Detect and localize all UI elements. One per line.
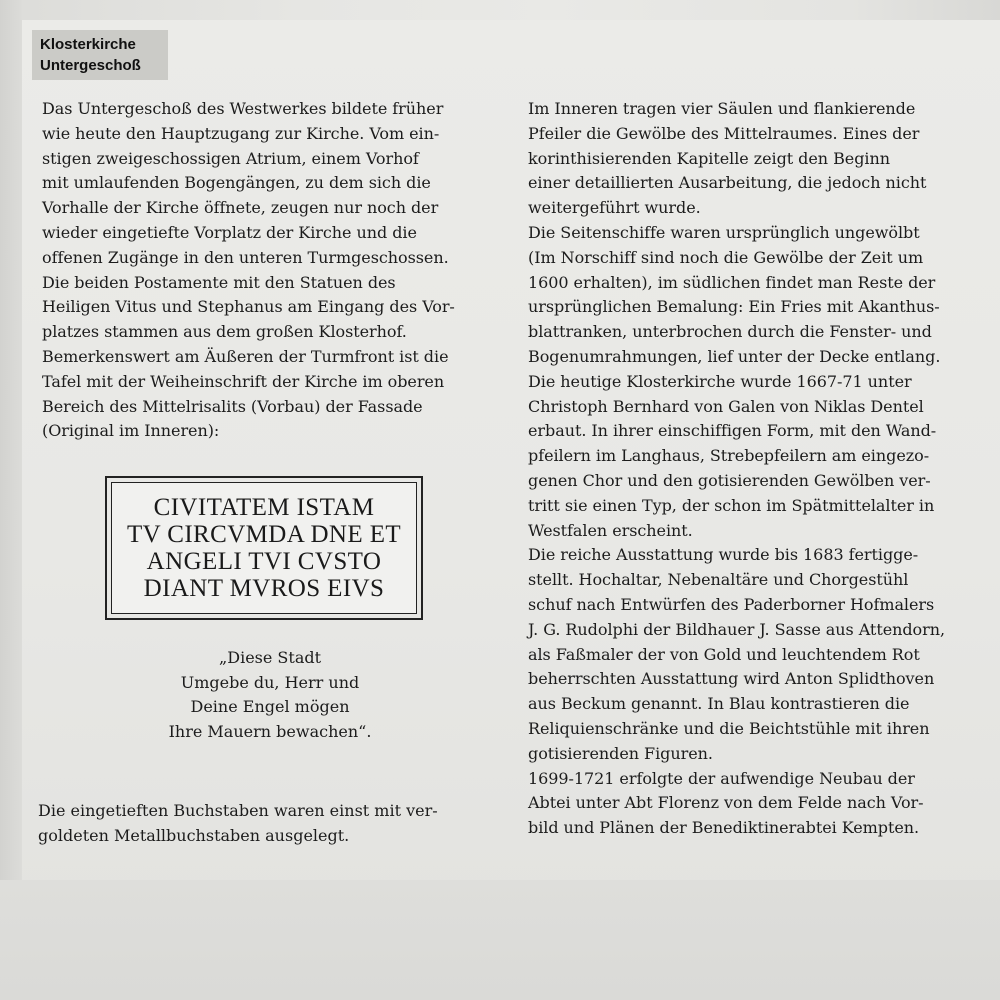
- heading-line-2: Untergeschoß: [40, 57, 141, 74]
- text-line: schuf nach Entwürfen des Paderborner Hofmalers: [528, 594, 935, 614]
- text-line: einer detaillierten Ausarbeitung, die jedoch nicht: [528, 173, 927, 193]
- text-line: Vorhalle der Kirche öffnete, zeugen nur noch der: [42, 198, 439, 218]
- text-line: Abtei unter Abt Florenz von dem Felde nach Vor-: [528, 793, 924, 813]
- text-line: Bemerkenswert am Äußeren der Turmfront ist die: [42, 346, 449, 366]
- text-line: Die reiche Ausstattung wurde bis 1683 fertigge-: [528, 545, 919, 565]
- text-line: Die heutige Klosterkirche wurde 1667-71 unter: [528, 371, 912, 391]
- text-line: 1600 erhalten), im südlichen findet man Reste der: [528, 272, 936, 292]
- inscription-line: DIANT MVROS EIVS: [143, 575, 385, 602]
- text-line: als Faßmaler der von Gold und leuchtendem Rot: [528, 644, 920, 664]
- inscription-line: CIVITATEM ISTAM: [153, 494, 375, 521]
- text-line: platzes stammen aus dem großen Klosterhof.: [42, 322, 407, 342]
- text-line: Das Untergeschoß des Westwerkes bildete früher: [42, 99, 444, 118]
- inscription-line: TV CIRCVMDA DNE ET: [126, 521, 402, 548]
- left-column-text: [42, 97, 455, 444]
- text-line: aus Beckum genannt. In Blau kontrastieren die: [528, 694, 910, 714]
- section-heading: [32, 30, 168, 80]
- text-line: Im Inneren tragen vier Säulen und flankierende: [528, 99, 916, 118]
- text-line: ursprünglichen Bemalung: Ein Fries mit Akanthus-: [528, 297, 940, 317]
- board-bottom-margin: [0, 880, 1000, 1000]
- board-edge-shadow: [0, 0, 22, 1000]
- text-line: stigen zweigeschossigen Atrium, einem Vorhof: [42, 148, 419, 168]
- text-line: erbaut. In ihrer einschiffigen Form, mit den Wand-: [528, 421, 937, 441]
- text-line: Bogenumrahmungen, lief unter der Decke entlang.: [528, 346, 941, 366]
- text-line: J. G. Rudolphi der Bildhauer J. Sasse aus Attendorn,: [528, 619, 946, 639]
- text-line: 1699-1721 erfolgte der aufwendige Neubau der: [528, 768, 915, 788]
- text-line: (Im Norschiff sind noch die Gewölbe der Zeit um: [528, 247, 924, 267]
- footnote-line: Die eingetieften Buchstaben waren einst mit ver-: [38, 801, 438, 820]
- right-column-text: [528, 97, 945, 841]
- text-line: mit umlaufenden Bogengängen, zu dem sich die: [42, 173, 431, 193]
- footnote-line: goldeten Metallbuchstaben ausgelegt.: [38, 826, 350, 845]
- footnote-text: [38, 798, 438, 848]
- heading-line-1: Klosterkirche: [40, 36, 136, 53]
- inscription-line: ANGELI TVI CVSTO: [146, 548, 382, 575]
- translation-line: Deine Engel mögen: [190, 697, 350, 716]
- text-line: Pfeiler die Gewölbe des Mittelraumes. Eines der: [528, 123, 920, 143]
- text-line: Tafel mit der Weiheinschrift der Kirche im oberen: [42, 371, 445, 391]
- text-line: (Original im Inneren):: [42, 421, 220, 441]
- text-line: bild und Plänen der Benediktinerabtei Kempten.: [528, 818, 920, 838]
- text-line: gotisierenden Figuren.: [528, 743, 713, 763]
- inscription-text: [111, 482, 417, 614]
- text-line: stellt. Hochaltar, Nebenaltäre und Chorgestühl: [528, 570, 909, 590]
- text-line: blattranken, unterbrochen durch die Fenster- und: [528, 322, 932, 342]
- text-line: Heiligen Vitus und Stephanus am Eingang des Vor-: [42, 297, 455, 317]
- text-line: Bereich des Mittelrisalits (Vorbau) der Fassade: [42, 396, 423, 416]
- text-line: wie heute den Hauptzugang zur Kirche. Vom ein-: [42, 123, 440, 143]
- text-line: korinthisierenden Kapitelle zeigt den Beginn: [528, 148, 890, 168]
- text-line: Reliquienschränke und die Beichtstühle mit ihren: [528, 718, 930, 738]
- text-line: Westfalen erscheint.: [528, 520, 693, 540]
- text-line: offenen Zugänge in den unteren Turmgeschossen.: [42, 247, 449, 267]
- text-line: pfeilern im Langhaus, Strebepfeilern am eingezo-: [528, 446, 930, 466]
- inscription-plaque: [105, 476, 423, 620]
- text-line: beherrschten Ausstattung wird Anton Splidthoven: [528, 669, 935, 689]
- translation-line: Umgebe du, Herr und: [180, 672, 360, 692]
- text-line: Christoph Bernhard von Galen von Niklas Dentel: [528, 396, 924, 416]
- text-line: tritt sie einen Typ, der schon im Spätmittelalter in: [528, 495, 935, 515]
- translation-line: Ihre Mauern bewachen“.: [168, 721, 372, 741]
- text-line: weitergeführt wurde.: [528, 198, 701, 218]
- text-line: genen Chor und den gotisierenden Gewölben ver-: [528, 470, 931, 490]
- text-line: wieder eingetiefte Vorplatz der Kirche und die: [42, 222, 417, 242]
- inscription-translation: [140, 646, 400, 744]
- text-line: Die Seitenschiffe waren ursprünglich ungewölbt: [528, 222, 920, 242]
- translation-line: „Diese Stadt: [218, 648, 322, 667]
- text-line: Die beiden Postamente mit den Statuen des: [42, 272, 396, 292]
